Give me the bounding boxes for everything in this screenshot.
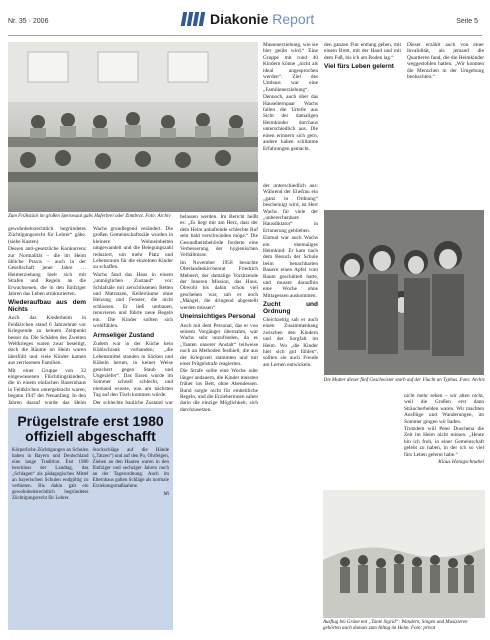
photo3-caption: Ausflug bei Grüne mit „Tante Sigrid“: Wandern, Singen und Musizieren gehörten auch damals zum Alltag im Heim. Foto: privat bbox=[323, 620, 468, 631]
subheading: Uneinsichtiges Personal bbox=[180, 313, 256, 321]
paragraph: Massenerziehung, wie sie hier geübt wird.“ Eine Gruppe mit rund 40 Kindern könne „nicht als ideal angesprochen werden“. Ziel des Umbaus war eine „Familienerziehung“. bbox=[263, 42, 318, 93]
article-column-3 bbox=[180, 42, 258, 622]
paragraph: den ganzen Flur entlang gehen, mit einem Brett, mit der Hand und mit dem Fuß, bis ich am Boden lag.“ bbox=[324, 42, 401, 61]
article-column-5-lower bbox=[404, 393, 484, 483]
paragraph: belassen werden. Im Bericht heißt es: „Es liegt mir am Herz, dass der dem Heim anhaftende schlechte Ruf sehr bald verschwinden möge.“ Die Gesundheitsbehörde forderte eine Verbesserung der hygienischen Verhältnisse. bbox=[180, 214, 258, 259]
diakonie-report-logo bbox=[180, 8, 314, 30]
paragraph: Mit einer Gruppe von 32 eingewiesenen Flüchtlingskindern, die in einem einfachen Bauernhaus in Feldkirchen untergebracht waren, begann 1947 der Neuanfang. In den Jahren darauf wurde das Heim bbox=[8, 367, 86, 404]
paragraph: Wachs fand das Haus in einem „unmöglichen Zustand“ vor: Schlafsäle mit zerschlissenen Betten und Matratzen, Kellerräume ohne Heizung und Fenster, die nicht schlossen. Er ließ umbauen, renovieren und führte neue Regeln ein. Die Kinder sollten sich wohlfühlen. bbox=[93, 271, 173, 330]
logo-text: Diakonie Report bbox=[210, 11, 315, 27]
photo-siblings bbox=[324, 210, 484, 375]
subheading: Wiederaufbau aus dem Nichts bbox=[8, 299, 86, 313]
article-column-2 bbox=[93, 226, 173, 404]
subheading: Zucht und Ordnung bbox=[263, 301, 318, 315]
article-column-4 bbox=[263, 42, 318, 622]
info-box-col-right: Stockschläge auf die Hände („Tatzen“) und auf den Po, Ohrfeigen, Ziehen an den Haaren waren in den fünfziger und sechziger Jahren noch an der Tagesordnung. Auch im Elternhaus galten Schläge als normale Erziehungsmaßnahme. Mi bbox=[92, 448, 169, 497]
paragraph: Trotzdem will Peter Duschena die Zeit im Heim nicht missen. „Heute bin ich froh, in einer Gemeinschaft gelebt zu haben, in der ich so viel fürs Leben gelernt habe.“ bbox=[404, 426, 484, 458]
paragraph: gewohnheitsrechtlich begründetes Züchtigungsrecht für Lehrer“ gäbe. (siehe Kasten) bbox=[8, 226, 86, 245]
issue-number: Nr. 35 · 2006 bbox=[8, 18, 49, 25]
info-box-signature: Mi bbox=[163, 492, 169, 497]
page-header bbox=[0, 0, 490, 40]
paragraph: Die Strafe sollte eine Woche oder länger andauern, die Kinder mussten früher ins Bett, ohne Abendessen. Bund sorgte nicht für einheitliche Regeln, und die Erzieherinnen sahen darin die einzige Möglichkeit, sich durchzusetzen. bbox=[180, 368, 258, 413]
photo-outing bbox=[323, 490, 485, 618]
paragraph: Gleichzeitig sah er auch einen Zusammenhang zwischen den Kindern und der Sorgfalt im Heim. Wo „die Kinder hier sich gut fühlen“, sollten sie auch Freude am Lernen entwickeln. bbox=[263, 317, 318, 368]
article-signature: Klaus Honigschnabel bbox=[438, 459, 484, 466]
paragraph: Dennoch, auch über das Hauselternpaar Wachs fallen die Urteile aus Sicht der damaligen Heimkinder durchaus unterschiedlich aus. Die einen erinnern sich gern, andere haben schlimme Erfahrungen gemacht. bbox=[263, 94, 318, 152]
subheading: Viel fürs Leben gelernt bbox=[324, 63, 394, 71]
paragraph: Im November 1958 besuchte Oberlandeskirchenrat Friedrich Mehnert, der damalige Vorsitzende der Inneren Mission, das Haus. Obwohl bis dahin schon viel geschehen war, sah er noch „Mängel, die dringend abgestellt werden müssen“. bbox=[180, 259, 258, 311]
article-column-1 bbox=[8, 226, 86, 404]
paragraph: Der schlechte bauliche Zustand war bbox=[93, 399, 173, 404]
header-rule bbox=[8, 35, 482, 36]
info-box-headline: Prügelstrafe erst 1980 offiziell abgeschafft bbox=[17, 413, 164, 444]
article-column-5 bbox=[324, 42, 484, 202]
paragraph: Auch mit dem Personal, das er von seinem Vorgänger übernahm, war Wachs sehr unzufrieden, da es „Tanten unserer Anstalt“ teilweise noch an Methoden festhielt, die aus der Kriegszeit stammten und mit einer Prügelstrafe reagierten. bbox=[180, 322, 258, 367]
paragraph: Auch das Kinderheim in Feldkirchen stand 6 Jahrzehnte vor Kriegsende zu keinem Zeitpunkt besser da. Die Schäden des Zweiten Weltkrieges waren zwar beseitigt, doch die Räume im Heim waren überfüllt und viele Kinder kamen aus zerrissenen Familien. bbox=[8, 315, 86, 367]
info-box bbox=[8, 408, 173, 630]
paragraph: nicht mehr sehen – wir alten nicht, weil die Großen erst dann Sträucherhelden waren. Wir machten Ausflüge und Wanderungen, im Sommer gingen wir baden. bbox=[404, 393, 484, 425]
logo-mark-icon bbox=[180, 8, 206, 30]
paragraph: Dieser erzählt auch von einer Invalidität, als jemand die Quartieren fand, die die Heimkinder weggestohlen hatten. „Wir konnten die Menschen in der Umgebung beobachten.“ bbox=[407, 42, 484, 81]
siblings-image bbox=[324, 210, 484, 375]
subheading: Armseliger Zustand bbox=[93, 331, 155, 339]
paragraph: Dessen anti-gesetzliche Konkurrenz zur Normalität – die im Heim übliche Praxis – auch in der Gesellschaft jener Jahre … Heimerziehung hielt sich mit Strafen und Regeln an die Erwachsenen, die in den fünfziger Jahren das Leben strukturierten. bbox=[8, 246, 86, 298]
paragraph: Wachs grundlegend verändert. Die großen Gemeinschaftssäle wurden in kleinere Wohneinheiten umgewandelt und die Belegungszahl reduziert, um mehr Platz und Lebensraum für die einzelnen Kinder zu schaffen. bbox=[93, 226, 173, 271]
info-box-col-left: Körperliche Züchtigungen an Schulen haben in Bayern und Deutschland eine lange Tradition. Erst 1980 beschloss der Landtag, das „Schlagen“ als pädagogisches Mittel an bayerischen Schulen endgültig zu verbieten. Bis dahin galt ein gewohnheitsrechtlich begründetes Züchtigungsrecht für Lehrer. bbox=[12, 448, 89, 501]
photo2-caption: Die Mutter dieser fünf Geschwister starb auf der Flucht an Typhus. Foto: Archiv bbox=[323, 378, 485, 383]
outing-image bbox=[323, 490, 485, 618]
paragraph: Einmal war auch Wachs ein ehemaliges Heimkind: Er kam nach dem Besuch der Schule beim benachbarten Bauern einen Apfel vom Baum geschüttelt hatte, und musste daraufhin eine Woche ohne Mittagessen auskommen. bbox=[263, 235, 318, 299]
page-number: Seite 5 bbox=[456, 18, 478, 25]
paragraph: der unterschiedlich aus: Während der Ehefrau ein „ganz in Ordnung“ bescheinigt wird, ist Herr Wachs für viele der „unberechenbare Hausdiktator“ in Erinnerung geblieben. bbox=[263, 182, 318, 234]
photo1-caption: Zum Frühstück im großen Speisesaal gabs Haferbrei oder Zimtbrot. Foto: Archiv bbox=[8, 214, 171, 219]
paragraph: Zudem war in der Küche kein Kühlschrank vorhanden; „die Lebensmittel standen in Säcken und Kübeln herum, in keiner Weise gesichert gegen Staub und Ungeziefer“. Das Essen wurde im Sommer schnell schlecht, und niemand wusste, was am nächsten Tag auf den Tisch kommen würde. bbox=[93, 340, 173, 399]
